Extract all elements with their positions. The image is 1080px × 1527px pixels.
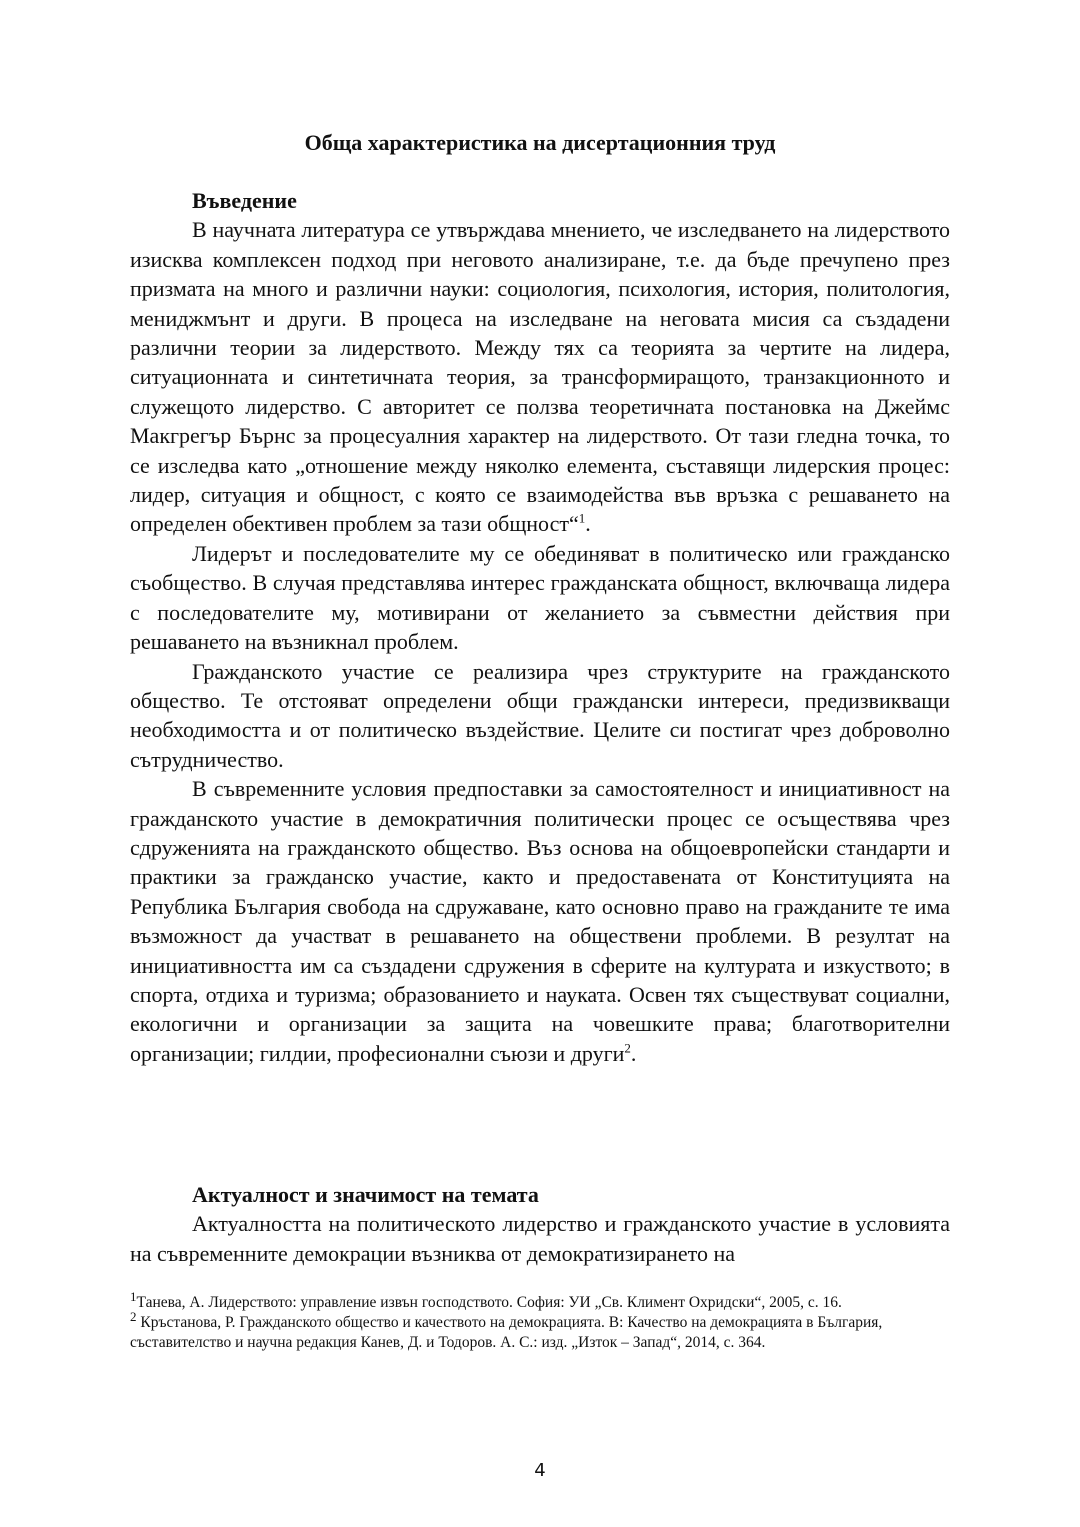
footnotes — [130, 1288, 950, 1353]
section-heading: Въведение — [192, 188, 297, 213]
section-relevance — [130, 1180, 950, 1268]
page-number: 4 — [534, 1460, 546, 1481]
paragraph: Лидерът и последователите му се обединяват в политическо или гражданско съобщество. В случая представлява интерес гражданската общност, включваща лидера с последователите му, мотивирани от желанието за съвместни действия при решаването на възникнал проблем. — [130, 540, 950, 655]
paragraph: Актуалността на политическото лидерство и гражданското участие в условията на съвременните демокрации възниква от демократизирането на — [130, 1211, 950, 1266]
section-introduction — [130, 186, 950, 1068]
footnote-ref: 1 — [578, 511, 586, 527]
section-heading: Актуалност и значимост на темата — [192, 1182, 539, 1207]
paragraph: Гражданското участие се реализира чрез структурите на гражданското общество. Те отстояват определени общи граждански интереси, предизвикващи необходимостта и от политическо въздействие. Целите си постигат чрез доброволно сътрудничество. — [130, 658, 950, 772]
footnote-ref: 2 — [624, 1040, 631, 1056]
footnote: $^2$ Кръстанова, Р. Гражданското общество и качеството на демокрацията. В: Качество на демокрацията в България, съставителство и научна редакция Канев, Д. и Тодоров. А. С.: изд. „Изток – Запад“, 2014, с. 364. — [130, 1308, 883, 1351]
paragraph: В съвременните условия предпоставки за самостоятелност и инициативност на гражданското участие в демократичния политически процес се осъществява чрез сдруженията на гражданското общество. Въз основа на общоевропейски стандарти и практики за гражданско участие, както и предоставената от Конституцията на Република България свобода на сдружаване, като основно право на гражданите те има възможност да участват в решаването на обществени проблеми. В резултат на инициативността им са създадени сдружения в сферите на културата и изкуството; в спорта, отдиха и туризма; образованието и науката. Освен тях съществуват социални, екологични и организации за защита на човешките права; благотворителни организации; гилдии, професионални съюзи и други$^2$. — [130, 776, 950, 1066]
footnote: $^1$Танева, А. Лидерството: управление извън господството. София: УИ „Св. Климент Охридски“, 2005, с. 16. — [130, 1288, 842, 1311]
paragraph: В научната литература се утвърждава мнението, че изследването на лидерството изисква комплексен подход при неговото анализиране, т.е. да бъде пречупено през призмата на много и различни науки: социология, психология, история, политология, мениджмънт и други. В процеса на изследване на неговата мисия са създадени различни теории за лидерството. Между тях са теорията за чертите на лидера, ситуационната и синтетичната теория, за трансформиращото, транзакционното и служещото лидерство. С авторитет се ползва теоретичната постановка на Джеймс Макгрегър Бърнс за процесуалния характер на лидерството. От тази гледна точка, то се изследва като „отношение между няколко елемента, съставящи лидерския процес: лидер, ситуация и общност, с която се взаимодейства във връзка с решаването на определен обективен проблем за тази общност“$^1$. — [130, 217, 950, 537]
document-title: Обща характеристика на дисертационния труд — [304, 130, 776, 155]
